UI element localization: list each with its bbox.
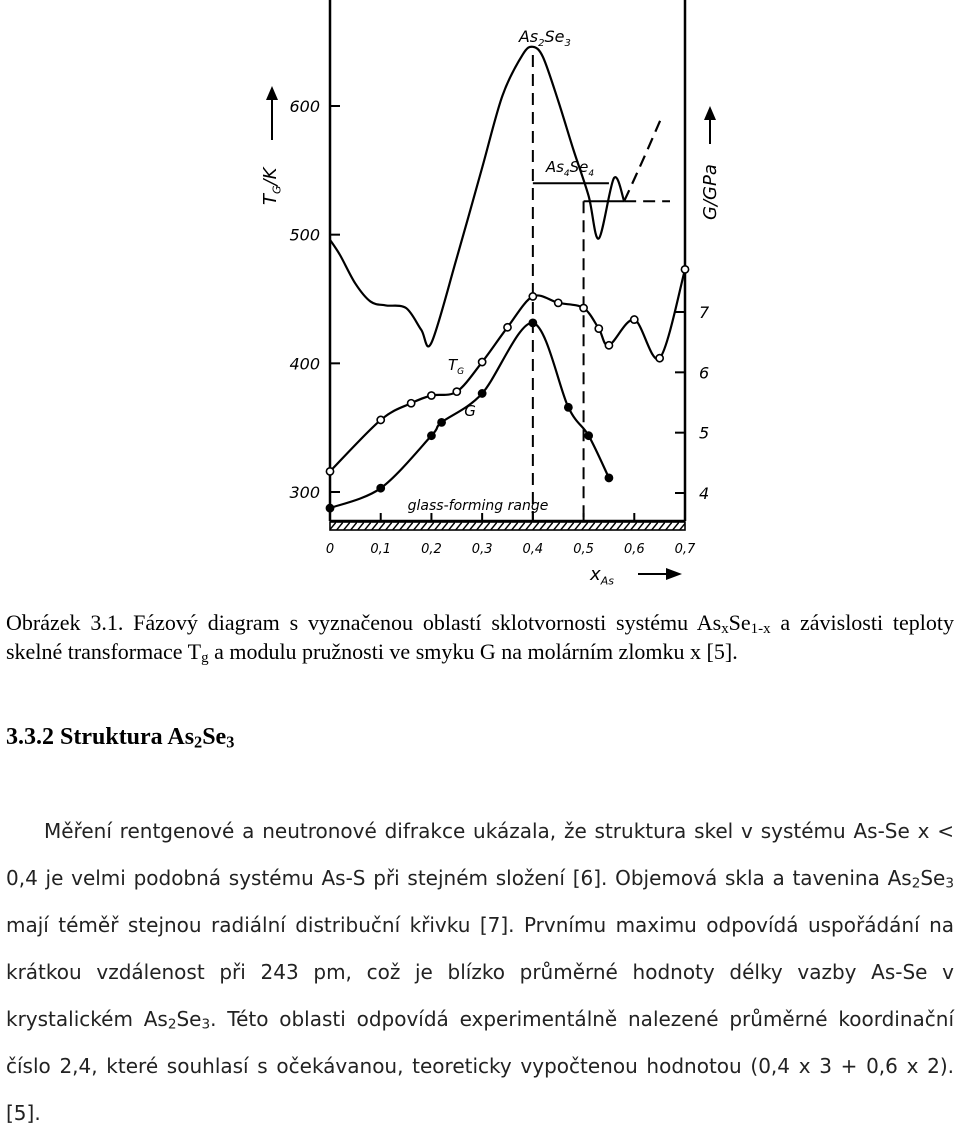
data-point-t-g [428, 392, 435, 399]
caption-text: Fázový diagram s vyznačenou oblastí sklotvornosti systému As [133, 610, 722, 635]
data-point-t-g [479, 358, 486, 365]
x-tick-label: 0,2 [421, 542, 442, 557]
data-point-g [438, 419, 445, 426]
data-point-t-g [408, 400, 415, 407]
y-right-axis-label: G/GPa [700, 164, 721, 220]
y-left-tick-label: 400 [289, 354, 320, 374]
liquidus-dashed-extension [624, 116, 662, 201]
x-tick-label: 0,4 [522, 542, 544, 557]
data-point-t-g [580, 304, 587, 311]
figure-caption [6, 608, 954, 666]
caption-sub: g [201, 649, 209, 666]
x-axis-label: $x_{As}$ [590, 564, 614, 588]
glass-forming-range-label: glass-forming range [407, 498, 549, 514]
x-tick-label: 0,5 [573, 542, 594, 557]
y-right-tick-label: 5 [699, 423, 710, 443]
data-point-t-g [529, 293, 536, 300]
data-point-t-g [504, 324, 511, 331]
y-right-arrowhead [704, 106, 716, 120]
data-point-t-g [681, 266, 688, 273]
y-left-tick-label: 600 [289, 97, 320, 116]
x-arrowhead [666, 568, 682, 580]
series-line-liquidus [330, 47, 624, 347]
plot-frame [330, 0, 685, 530]
x-tick-label: 0,6 [623, 542, 645, 557]
data-point-g [585, 432, 592, 439]
body-paragraph [6, 808, 954, 1137]
paragraph-text: Se [176, 1007, 202, 1031]
data-point-t-g [595, 325, 602, 332]
paragraph-text: Měření rentgenové a neutronové difrakce ukázala, že struktura skel v systému As-Se x < 0,4 je velmi podobná systému As-S při stejném složení [6]. Objemová skla a tavenina As [6, 819, 954, 890]
paragraph-sub: 3 [945, 875, 954, 892]
caption-text: a závislosti teploty skelné transformace T [6, 610, 955, 664]
series-label-tg: $T_G$ [448, 356, 465, 377]
data-point-g [479, 390, 486, 397]
paragraph-sub: 2 [167, 1016, 177, 1033]
data-point-g [377, 485, 384, 492]
series-label-g: G [464, 402, 476, 420]
caption-text: Se [728, 610, 751, 635]
data-point-g [565, 404, 572, 411]
heading-sub: 3 [226, 732, 235, 752]
x-tick-label: 0 [325, 542, 335, 557]
y-left-axis-label: $T_G/K$ [260, 167, 284, 205]
data-point-g [428, 432, 435, 439]
y-left-tick-label: 500 [289, 225, 320, 245]
data-point-g [529, 319, 536, 326]
heading-sub: 2 [194, 732, 203, 752]
x-tick-label: 0,3 [471, 542, 493, 557]
paragraph-text: mají téměř stejnou radiální distribuční křivku [7]. Prvnímu maximu odpovídá uspořádání na krátkou vzdálenost při 243 pm, což je blízko průměrné hodnoty délky vazby As-Se v krystalickém As [6, 913, 954, 1031]
caption-text: a modulu pružnosti ve smyku G na molárním zlomku x [5]. [208, 639, 738, 664]
data-point-t-g [453, 388, 460, 395]
x-tick-label: 0,1 [370, 542, 392, 557]
compound-label-as2se3: $As_2Se_3$ [518, 27, 571, 49]
y-right-tick-label: 4 [699, 484, 710, 503]
data-point-g [326, 504, 333, 511]
section-heading [6, 724, 234, 751]
paragraph-text: . Této oblasti odpovídá experimentálně nalezené průměrné koordinační číslo 2,4, které souhlasí s očekávanou, teoreticky vypočtenou hodnotou (0,4 x 3 + 0,6 x 2). [5]. [6, 1007, 954, 1125]
x-tick-label: 0,7 [674, 542, 696, 557]
heading-text: Se [202, 724, 227, 750]
heading-text: 3.3.2 Struktura As [6, 724, 195, 750]
y-left-tick-label: 300 [289, 483, 320, 502]
caption-sub: 1-x [750, 620, 771, 637]
caption-label: Obrázek 3.1. [6, 610, 124, 635]
compound-label-as4se4: $As_4Se_4$ [545, 158, 595, 179]
y-left-arrowhead [266, 86, 278, 100]
paragraph-sub: 3 [201, 1016, 211, 1033]
caption-sub: x [721, 620, 729, 637]
data-point-t-g [605, 342, 612, 349]
hatched-baseline [330, 522, 685, 530]
data-point-t-g [555, 299, 562, 306]
data-point-t-g [631, 316, 638, 323]
y-right-tick-label: 7 [699, 303, 710, 322]
series-line-t-g [330, 269, 685, 471]
data-point-g [605, 474, 612, 481]
y-right-tick-label: 6 [699, 363, 710, 383]
data-point-t-g [377, 416, 384, 423]
paragraph-sub: 2 [911, 875, 921, 892]
data-point-t-g [656, 355, 663, 362]
paragraph-text: Se [920, 866, 946, 890]
data-point-t-g [326, 468, 333, 475]
